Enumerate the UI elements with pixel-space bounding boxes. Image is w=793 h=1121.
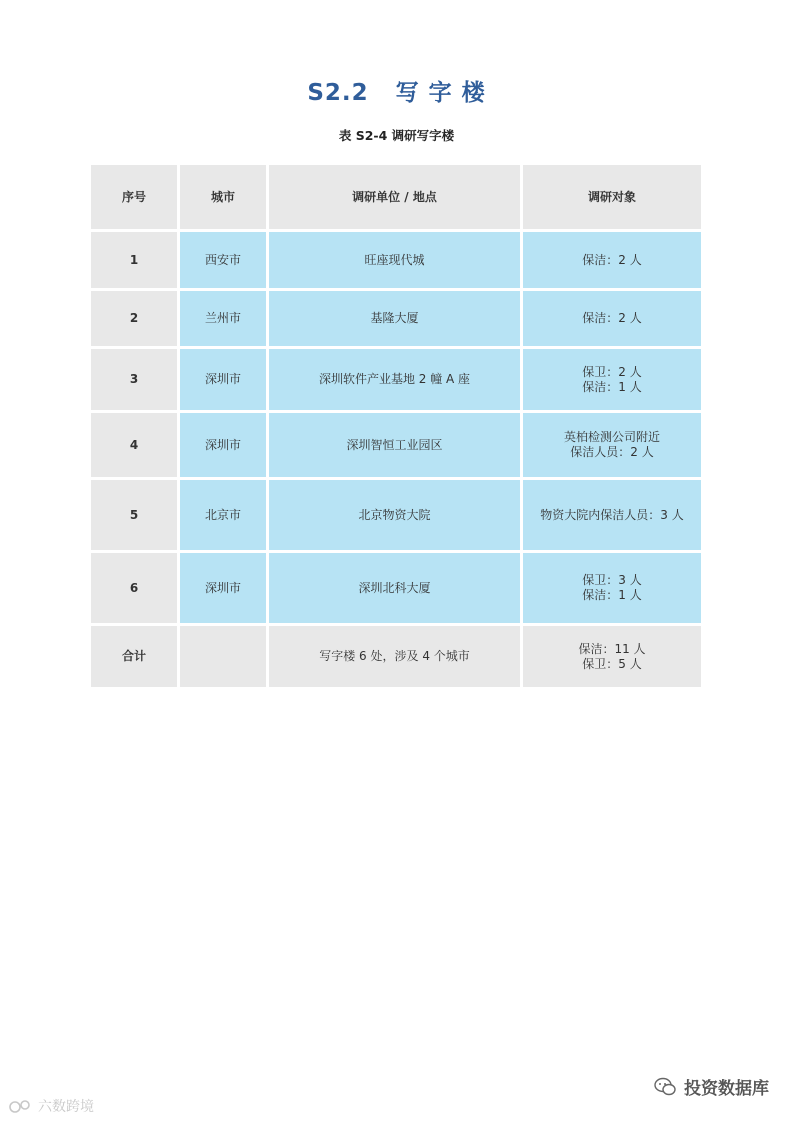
total-site: 写字楼 6 处，涉及 4 个城市	[269, 626, 520, 687]
row-no: 5	[91, 480, 177, 550]
row-site: 深圳北科大厦	[269, 553, 520, 623]
row-site: 深圳软件产业基地 2 幢 A 座	[269, 349, 520, 410]
row-subject: 保洁：2 人	[523, 291, 701, 346]
watermark-left-text: 六数跨境	[38, 1099, 94, 1115]
row-site: 深圳智恒工业园区	[269, 413, 520, 477]
row-no: 4	[91, 413, 177, 477]
row-site: 北京物资大院	[269, 480, 520, 550]
table-row	[91, 553, 701, 623]
total-city	[180, 626, 266, 687]
section-heading: 写 字 楼	[395, 80, 486, 106]
row-no: 1	[91, 232, 177, 288]
row-city: 深圳市	[180, 349, 266, 410]
table-row	[91, 480, 701, 550]
row-city: 西安市	[180, 232, 266, 288]
table-row	[91, 349, 701, 410]
header-site: 调研单位 / 地点	[269, 165, 520, 229]
row-subject: 保卫：2 人 保洁：1 人	[523, 349, 701, 410]
total-label: 合计	[91, 626, 177, 687]
row-city: 北京市	[180, 480, 266, 550]
total-subject: 保洁：11 人 保卫：5 人	[523, 626, 701, 687]
header-no: 序号	[91, 165, 177, 229]
section-title	[0, 74, 793, 107]
row-city: 兰州市	[180, 291, 266, 346]
row-subject: 保洁：2 人	[523, 232, 701, 288]
table-total-row	[91, 626, 701, 687]
table-row	[91, 232, 701, 288]
section-number: S2.2	[307, 80, 369, 106]
table-header-row	[91, 165, 701, 229]
watermark-right-text: 投资数据库	[684, 1079, 769, 1099]
watermark-right	[654, 1074, 769, 1099]
wechat-icon	[654, 1077, 676, 1097]
row-city: 深圳市	[180, 413, 266, 477]
row-subject: 物资大院内保洁人员：3 人	[523, 480, 701, 550]
table-caption: 表 S2-4 调研写字楼	[338, 128, 455, 143]
row-subject: 保卫：3 人 保洁：1 人	[523, 553, 701, 623]
row-no: 6	[91, 553, 177, 623]
row-city: 深圳市	[180, 553, 266, 623]
row-site: 旺座现代城	[269, 232, 520, 288]
row-site: 基隆大厦	[269, 291, 520, 346]
table-row	[91, 291, 701, 346]
row-no: 2	[91, 291, 177, 346]
header-subject: 调研对象	[523, 165, 701, 229]
watermark-left	[8, 1096, 94, 1116]
table-row	[91, 413, 701, 477]
brand-logo-icon	[8, 1098, 34, 1114]
row-subject: 英柏检测公司附近 保洁人员：2 人	[523, 413, 701, 477]
header-city: 城市	[180, 165, 266, 229]
row-no: 3	[91, 349, 177, 410]
survey-table	[88, 162, 704, 690]
